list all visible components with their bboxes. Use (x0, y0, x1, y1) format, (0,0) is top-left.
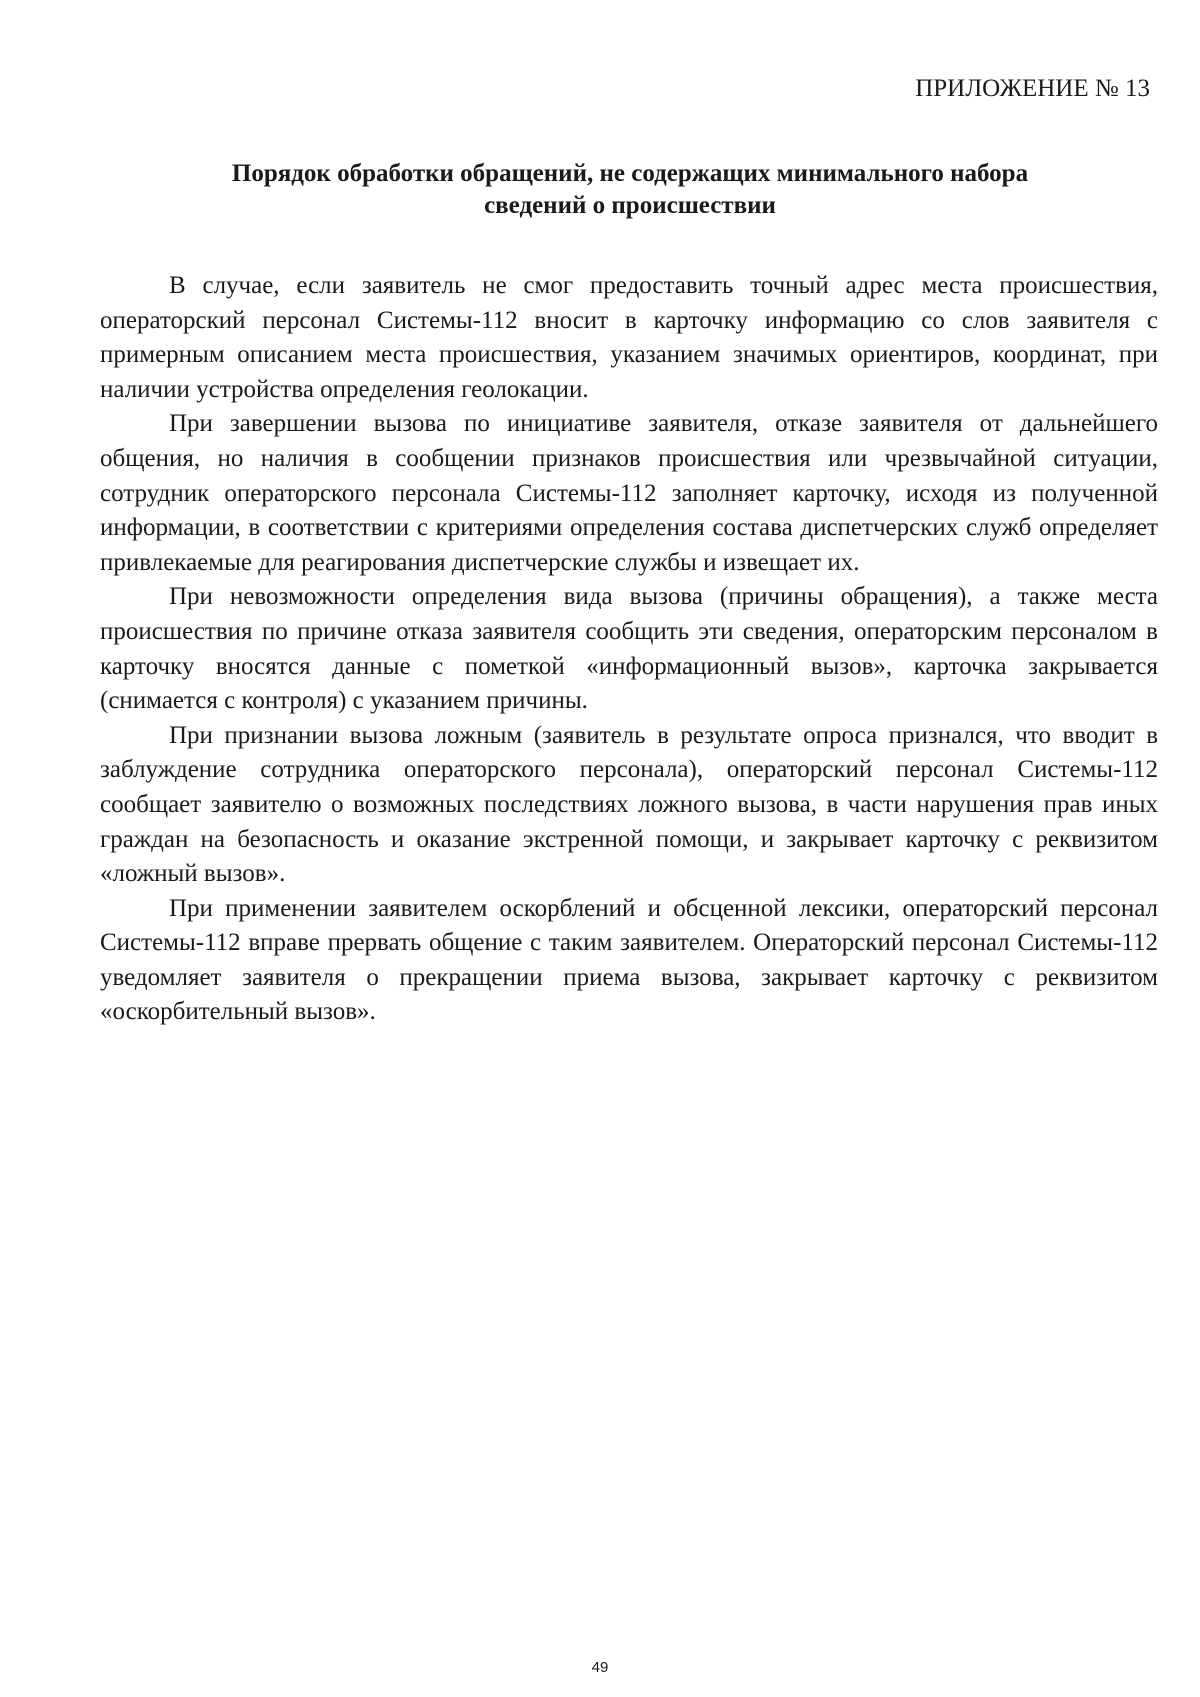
document-title-line-2: сведений о происшествии (484, 192, 776, 219)
document-body (100, 269, 1158, 1030)
document-title-line-1: Порядок обработки обращений, не содержащих минимального набора (231, 160, 1029, 187)
document-title (100, 158, 1160, 222)
body-paragraph-1: В случае, если заявитель не смог предоставить точный адрес места происшествия, операторский персонал Системы-112 вносит в карточку информацию со слов заявителя с примерным описанием места происшествия, указанием значимых ориентиров, координат, при наличии устройства определения геолокации. (100, 272, 1158, 403)
body-paragraph-5: При применении заявителем оскорблений и обсценной лексики, операторский персонал Системы-112 вправе прервать общение с таким заявителем. Операторский персонал Системы-112 уведомляет заявителя о прекращении приема вызова, закрывает карточку с реквизитом «оскорбительный вызов». (100, 894, 1158, 1026)
appendix-label: ПРИЛОЖЕНИЕ № 13 (915, 75, 1150, 102)
body-paragraph-4: При признании вызова ложным (заявитель в результате опроса признался, что вводит в заблуждение сотрудника операторского персонала), операторский персонал Системы-112 сообщает заявителю о возможных последствиях ложного вызова, в части нарушения прав иных граждан на безопасность и оказание экстренной помощи, и закрывает карточку с реквизитом «ложный вызов». (100, 721, 1158, 888)
body-paragraph-3: При невозможности определения вида вызова (причины обращения), а также места происшествия по причине отказа заявителя сообщить эти сведения, операторским персоналом в карточку вносятся данные с пометкой «информационный вызов», карточка закрывается (снимается с контроля) с указанием причины. (100, 583, 1158, 715)
body-paragraph-2: При завершении вызова по инициативе заявителя, отказе заявителя от дальнейшего общения, но наличия в сообщении признаков происшествия или чрезвычайной ситуации, сотрудник операторского персонала Системы-112 заполняет карточку, исходя из полученной информации, в соответствии с критериями определения состава диспетчерских служб определяет привлекаемые для реагирования диспетчерские службы и извещает их. (100, 410, 1158, 576)
page-number: 49 (591, 1659, 609, 1676)
